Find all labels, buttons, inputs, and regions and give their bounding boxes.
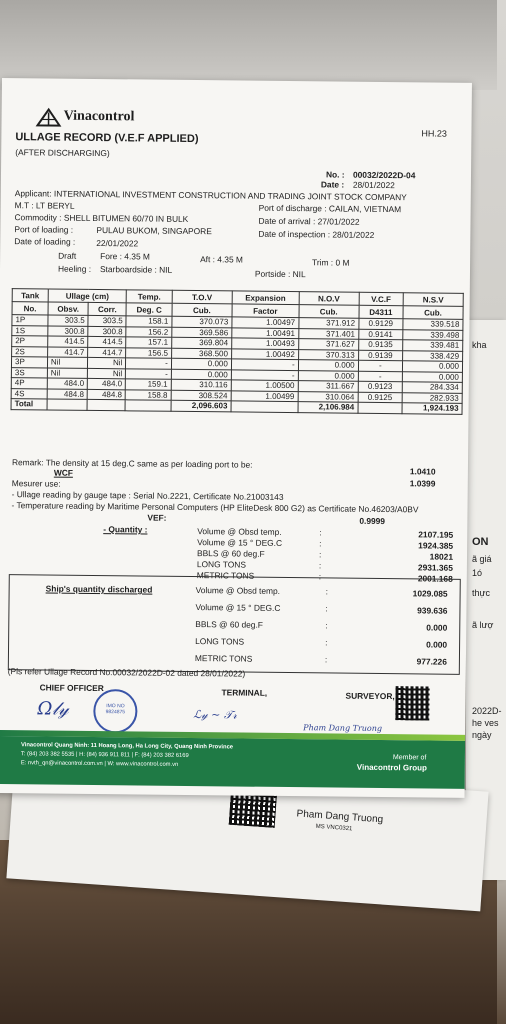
tank-no: 2P [12, 336, 48, 347]
expansion-factor: 1.00497 [232, 317, 299, 328]
discharged-row-value: 0.000 [426, 622, 448, 633]
tank-no: 1S [12, 325, 48, 336]
discharged-row-value: 939.636 [417, 605, 448, 616]
ship-stamp: IMO NO 9824875 [93, 689, 137, 733]
discharged-row-label: METRIC TONS [194, 653, 253, 664]
footer-phones: T: (84) 203 382 5535 | H: (84) 936 911 811 | F: (84) 203 382 6169 [20, 751, 189, 759]
col-nsv: N.S.V [403, 293, 463, 307]
expansion-factor: 1.00491 [232, 327, 299, 338]
col-tov-unit: Cub. [172, 303, 232, 317]
discharged-box [8, 574, 461, 675]
vinacontrol-logo-icon [35, 108, 61, 126]
ullage-corr: 300.8 [88, 326, 126, 337]
date-of-loading: 22/01/2022 [96, 237, 139, 249]
vcf-value: 0.9139 [358, 350, 402, 361]
col-d4311: D4311 [359, 305, 403, 318]
temperature: - [126, 368, 172, 379]
ullage-corr: Nil [88, 368, 126, 379]
tov-value: 308.524 [171, 390, 231, 401]
quantity-row-label: Volume @ Obsd temp. [197, 526, 282, 537]
date-of-loading-label: Date of loading : [14, 236, 76, 247]
col-corr: Corr. [88, 302, 126, 315]
col-nsv-unit: Cub. [403, 306, 463, 320]
applicant: Applicant: INTERNATIONAL INVESTMENT CONSTRUCTION AND TRADING JOINT STOCK COMPANY [14, 188, 407, 203]
colon-separator: : [325, 620, 328, 631]
col-vcf: V.C.F [359, 292, 403, 305]
ullage-corr: Nil [88, 357, 126, 368]
trim: Trim : 0 M [312, 257, 350, 268]
temperature: 157.1 [126, 337, 172, 348]
expansion-factor: - [231, 369, 298, 380]
vcf-value: 0.9123 [358, 381, 402, 392]
colon-separator: : [319, 538, 322, 549]
ullage-obsv: 300.8 [48, 325, 88, 336]
heeling-portside: Portside : NIL [254, 268, 306, 280]
ullage-corr: 484.8 [87, 389, 125, 400]
ullage-obsv: 484.0 [47, 378, 87, 389]
right-sheet-text: ON [472, 536, 489, 548]
terminal-signature: ℒ𝓎 ~ 𝒯𝓇 [193, 708, 237, 722]
right-sheet-text: he ves [472, 718, 499, 728]
col-factor: Factor [232, 304, 299, 318]
total-label: Total [11, 399, 47, 410]
temperature: 159.1 [126, 379, 172, 390]
doc-code: HH.23 [421, 128, 448, 139]
nov-value: 371.627 [298, 339, 358, 350]
temperature: 158.1 [126, 316, 172, 327]
heeling-label: Heeling : [57, 263, 92, 274]
ullage-obsv: Nil [47, 357, 87, 368]
temp-note: - Temperature reading by Maritime Personal Computers (HP EliteDesk 800 G2) as Certificate No.46203/A0BV [11, 500, 419, 515]
nsv-value: 338.429 [403, 350, 463, 361]
temperature: 156.5 [126, 347, 172, 358]
tank-no: 2S [12, 346, 48, 357]
ullage-table [11, 288, 464, 414]
record-no-value: 00032/2022D-04 [352, 169, 416, 181]
col-tov: T.O.V [172, 290, 232, 304]
colon-separator: : [319, 527, 322, 538]
port-of-loading: PULAU BUKOM, SINGAPORE [96, 224, 212, 237]
vef-value: 0.9999 [359, 515, 386, 527]
right-sheet-text: thực [472, 588, 491, 598]
right-sheet-text: 2022D- [472, 706, 502, 716]
commodity: Commodity : SHELL BITUMEN 60/70 IN BULK [14, 212, 189, 224]
nsv-value: 339.498 [403, 329, 463, 340]
colon-separator: : [318, 560, 322, 571]
under-sheet-name: Pham Dang Truong [296, 808, 384, 826]
mesurer-label: Mesurer use: [11, 478, 61, 489]
expansion-factor: 1.00499 [231, 390, 298, 401]
tov-value: 0.000 [171, 369, 231, 380]
date-of-arrival: Date of arrival : 27/01/2022 [258, 215, 360, 227]
colon-separator: : [324, 654, 328, 665]
col-nov: N.O.V [299, 292, 359, 306]
page-title: ULLAGE RECORD (V.E.F APPLIED) [15, 131, 199, 146]
ullage-corr: 484.0 [87, 378, 125, 389]
record-no-label: No. : [325, 169, 345, 180]
terminal-label: TERMINAL, [221, 687, 268, 698]
col-tank: Tank [12, 289, 48, 302]
ullage-record-document [0, 78, 472, 798]
draft-fore: Fore : 4.35 M [100, 251, 151, 262]
quantity-row-label: Volume @ 15 ° DEG.C [197, 537, 283, 548]
discharged-row-value: 0.000 [426, 639, 448, 650]
gauge-note: - Ullage reading by gauge tape : Serial No.2221, Certificate No.21003143 [11, 489, 284, 502]
footer [0, 736, 465, 789]
quantity-label: - Quantity : [103, 524, 148, 535]
temperature: 158.8 [125, 389, 171, 400]
tov-value: 369.804 [172, 337, 232, 348]
colon-separator: : [325, 586, 329, 597]
nov-value: 371.401 [298, 328, 358, 339]
tank-no: 3P [11, 357, 47, 368]
quantity-row-value: 2001.168 [417, 573, 453, 584]
ullage-corr: 414.7 [88, 347, 126, 358]
brand-name: Vinacontrol [63, 108, 135, 125]
footer-contacts: E: nvth_qn@vinacontrol.com.vn | W: www.vinacontrol.com.vn [20, 760, 179, 768]
draft-aft: Aft : 4.35 M [200, 254, 243, 265]
wcf-label: WCF [53, 467, 74, 478]
quantity-row-value: 2931.365 [417, 562, 453, 573]
density-value: 1.0410 [409, 466, 436, 477]
vcf-value: - [358, 371, 402, 382]
footer-group: Vinacontrol Group [356, 762, 427, 773]
footer-stripe [0, 730, 465, 741]
discharged-row-label: Volume @ Obsd temp. [195, 585, 281, 596]
vcf-value: - [358, 360, 402, 371]
remark-density: Remark: The density at 15 deg.C same as per loading port to be: [11, 457, 253, 470]
surveyor-label: SURVEYOR, [345, 690, 395, 702]
vcf-value: 0.9125 [358, 392, 402, 403]
tov-value: 368.500 [171, 348, 231, 359]
discharged-row-value: 1029.085 [412, 588, 448, 599]
quantity-row-label: LONG TONS [196, 559, 247, 570]
colon-separator: : [325, 637, 328, 648]
col-degc: Deg. C [126, 303, 172, 316]
discharged-label: Ship's quantity discharged [45, 583, 153, 595]
draft-label: Draft [58, 250, 77, 261]
ullage-obsv: 414.5 [48, 336, 88, 347]
nov-value: 0.000 [298, 360, 358, 371]
right-sheet-text: ã giá [472, 554, 492, 564]
nsv-value: 284.334 [402, 382, 462, 393]
chief-officer-signature: Ω𝓁𝓎 [37, 698, 69, 720]
vcf-value: 0.9135 [358, 339, 402, 350]
quantity-row-value: 18021 [429, 551, 454, 562]
background-top [0, 0, 497, 90]
nsv-value: 339.481 [403, 340, 463, 351]
ullage-obsv: Nil [47, 367, 87, 378]
total-nov: 2,106.984 [298, 402, 358, 413]
vessel: M.T : LT BERYL [14, 200, 75, 211]
total-tov: 2,096.603 [171, 400, 231, 411]
record-date-value: 28/01/2022 [352, 179, 395, 191]
right-sheet-text: ngày [472, 730, 492, 740]
ullage-corr: 414.5 [88, 336, 126, 347]
chief-officer-label: CHIEF OFFICER [39, 682, 104, 694]
expansion-factor: - [231, 359, 298, 370]
nov-value: 311.667 [298, 381, 358, 392]
record-date-label: Date : [320, 179, 345, 190]
discharged-row-value: 977.226 [416, 656, 447, 667]
nsv-value: 339.518 [403, 319, 463, 330]
page-subtitle: (AFTER DISCHARGING) [15, 147, 110, 159]
ullage-corr: 303.5 [88, 315, 126, 326]
col-temp: Temp. [126, 290, 172, 303]
right-sheet-text: kha [472, 340, 487, 350]
ullage-obsv: 484.8 [47, 388, 87, 399]
ullage-obsv: 414.7 [48, 346, 88, 357]
colon-separator: : [318, 571, 322, 582]
tank-no: 4P [11, 378, 47, 389]
colon-separator: : [318, 549, 322, 560]
discharged-row-label: LONG TONS [195, 636, 245, 647]
port-of-loading-label: Port of loading : [14, 224, 74, 235]
temperature: - [126, 358, 172, 369]
col-obsv: Obsv. [48, 302, 88, 315]
colon-separator: : [325, 603, 328, 614]
nsv-value: 282.933 [402, 392, 462, 403]
tank-no: 4S [11, 388, 47, 399]
discharged-row-label: Volume @ 15 ° DEG.C [195, 602, 281, 613]
nov-value: 370.313 [298, 349, 358, 360]
nov-value: 310.064 [298, 391, 358, 402]
tov-value: 0.000 [171, 358, 231, 369]
tank-no: 3S [11, 367, 47, 378]
tov-value: 370.073 [172, 316, 232, 327]
surveyor-name: Pham Dang Truong [303, 723, 383, 734]
total-nsv: 1,924.193 [402, 403, 462, 414]
expansion-factor: 1.00500 [231, 380, 298, 391]
heeling-starboard: Starboardside : NIL [99, 264, 173, 275]
quantity-row-label: BBLS @ 60 deg.F [196, 548, 265, 559]
col-expansion: Expansion [232, 291, 299, 305]
quantity-row-value: 1924.385 [418, 540, 454, 551]
nov-value: 371.912 [299, 318, 359, 329]
tov-value: 369.586 [172, 327, 232, 338]
nov-value: 0.000 [298, 370, 358, 381]
right-sheet-text: ã lượ [472, 620, 494, 630]
nsv-value: 0.000 [402, 371, 462, 382]
tank-no: 1P [12, 315, 48, 326]
col-no: No. [12, 302, 48, 315]
ullage-obsv: 303.5 [48, 315, 88, 326]
date-of-inspection: Date of inspection : 28/01/2022 [258, 228, 375, 240]
wcf-value: 1.0399 [409, 478, 436, 489]
qr-code [395, 686, 429, 720]
col-nov-unit: Cub. [299, 305, 359, 319]
footer-address: Vinacontrol Quang Ninh: 11 Hoang Long, Ha Long City, Quang Ninh Province [20, 742, 234, 751]
quantity-row-label: METRIC TONS [196, 570, 255, 581]
vef-label: VEF: [147, 512, 167, 523]
tov-value: 310.116 [171, 379, 231, 390]
temperature: 156.2 [126, 326, 172, 337]
right-sheet-text: 1ó [472, 568, 483, 578]
discharged-row-label: BBLS @ 60 deg.F [195, 619, 263, 630]
nsv-value: 0.000 [402, 361, 462, 372]
expansion-factor: 1.00493 [232, 338, 299, 349]
under-sheet-ms: MS VNC0321 [315, 823, 353, 833]
vcf-value: 0.9141 [358, 329, 402, 340]
vcf-value: 0.9129 [359, 318, 403, 329]
quantity-row-value: 2107.195 [418, 529, 454, 540]
col-ullage: Ullage (cm) [48, 289, 127, 303]
expansion-factor: 1.00492 [231, 348, 298, 359]
port-of-discharge: Port of discharge : CAILAN, VIETNAM [258, 202, 402, 215]
refer-note: (Pls refer Ullage Record No.00032/2022D-02 dated 28/01/2022) [7, 666, 246, 679]
footer-member: Member of [392, 754, 427, 762]
